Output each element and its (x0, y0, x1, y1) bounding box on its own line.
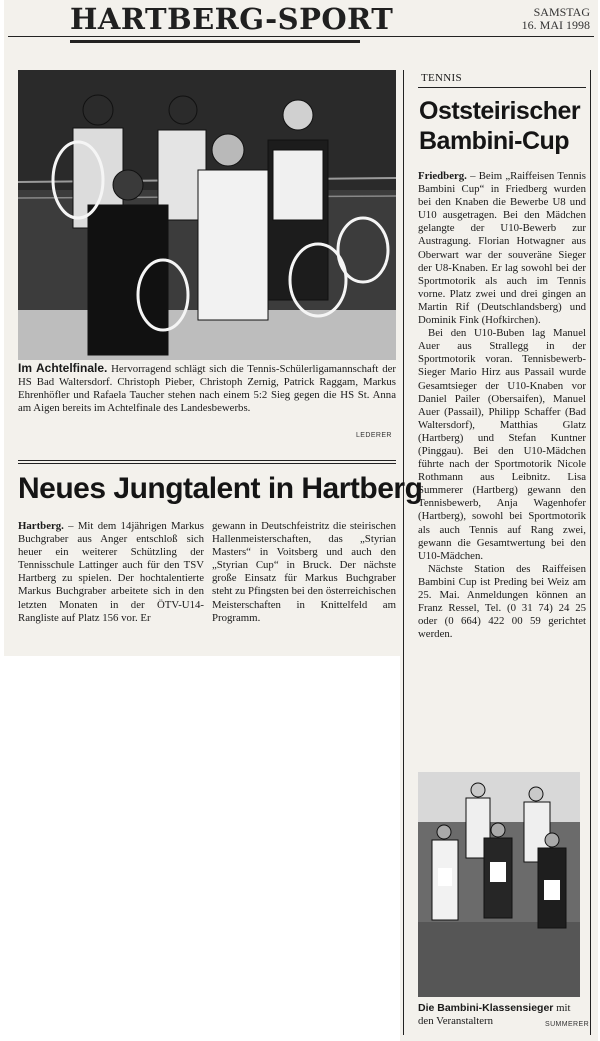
caption-lead: Im Achtelfinale. (18, 361, 108, 375)
side-paragraph-3: Nächste Station des Raiffeisen Bambini Cup ist Preding bei Weiz am 25. Mai. Anmeldungen können an Franz Ressel, Tel. (0 31 74) 24 25 oder (0 664) 422 00 59 gerichtet werden. (418, 562, 586, 641)
main-article-col2 (212, 520, 396, 625)
date-weekday: SAMSTAG (533, 5, 590, 19)
bambini-photo (418, 772, 580, 997)
side-dateline: Friedberg. (418, 170, 467, 182)
bambini-caption-text: mit den Veranstaltern (418, 1002, 571, 1028)
main-col1-text: – Mit dem 14jährigen Markus Buchgraber aus Anger entschloß sich heuer ein weiterer Schützling der Tennisschule Lattinger auch für den TSV Hartberg zu spielen. Der hochtalentierte Markus Buchgraber arbeitete sich in den letzten Monaten in der ÖTV-U14-Rangliste auf Platz 156 vor. Er (18, 520, 204, 624)
bambini-caption-lead: Die Bambini-Klassensieger (418, 1002, 554, 1014)
main-headline: Neues Jungtalent in Hartberg (18, 472, 423, 505)
side-article-text (418, 170, 586, 641)
section-rule-2 (18, 463, 396, 464)
photo-credit-summerer: SUMMERER (545, 1021, 590, 1028)
main-article-col1 (18, 520, 204, 625)
caption-text: Hervorragend schlägt sich die Tennis-Schülerligamannschaft der HS Bad Waltersdorf. Christoph Pieber, Christoph Zernig, Patrick Raggam, Markus Ehrenhöfler und Rafaela Taucher stehen nach einem 5:2 Sieg gegen die HS St. Anna am Aigen bereits im Achtelfinale des Landesbewerbs. (18, 363, 396, 415)
team-photo (18, 70, 396, 360)
side-p1-text: – Beim „Raiffeisen Tennis Bambini Cup“ in Friedberg wurden bei den Knaben die Bewerbe U8 und U10 ausgetragen. Bei den Mädchen gelangte der U10-Bewerb zur Austragung. Florian Hotwagner aus Oberwart war der souveräne Sieger der U8-Knaben. Er lag sowohl bei der Sportmotorik als auch im Tennis vorne. Platz zwei und drei gingen an Martin Rif (Deutschlandsberg) und Dominik Fink (Hofkirchen). (418, 170, 586, 327)
side-paragraph-2: Bei den U10-Buben lag Manuel Auer aus Strallegg in der Sportmotorik voran. Tennisbewerb-Sieger Mario Hirz aus Passail wurde Gesamtsieger der U10-Knaben vor Daniel Pailer (Obersaifen), Manuel Auer (Passail), Philipp Schaffer (Bad Waltersdorf), Matthias Glatz (Hartberg) und Stefan Kuntner (Pinggau). Bei den U10-Mädchen führte nach der Sportmotorik Nicole Rothmann aus Leibnitz. Lisa Summerer (Hartberg) gewann den Tennisbewerb, Anja Wagenhofer (Hartberg), sowohl bei Sportmotorik als auch Tennis auf Rang zwei, gewann die Gesamtwertung bei den U10-Mädchen. (418, 327, 586, 562)
masthead-title: HARTBERG-SPORT (70, 2, 394, 36)
bambini-photo-image (418, 772, 580, 997)
masthead-date (522, 6, 590, 32)
date-day: 16. MAI 1998 (521, 18, 590, 32)
section-rule-1 (18, 460, 396, 461)
team-photo-image (18, 70, 396, 360)
side-headline-line1: Oststeirischer (419, 97, 581, 125)
masthead-rule-thin (8, 36, 594, 37)
main-dateline: Hartberg. (18, 520, 64, 532)
side-kicker: TENNIS (421, 72, 462, 84)
masthead-rule-thick (70, 40, 360, 43)
column-divider (403, 70, 404, 1035)
right-column-border (590, 70, 591, 1035)
main-col2-text: gewann in Deutschfeistritz die steirischen Hallenmeisterschaften, das „Styrian Masters“ in Voitsberg und auch den „Styrian Cup“ in Bruck. Der nächste große Einsatz für Markus Buchgraber steht zu Pfingsten bei den österreichischen Meisterschaften in Knittelfeld am Programm. (212, 520, 396, 624)
side-headline-line2: Bambini-Cup (419, 127, 570, 155)
side-paragraph-1 (418, 170, 586, 327)
team-photo-caption (18, 362, 396, 415)
side-kicker-rule (418, 87, 586, 88)
side-headline (419, 96, 580, 156)
photo-credit-lederer: LEDERER (356, 432, 392, 439)
